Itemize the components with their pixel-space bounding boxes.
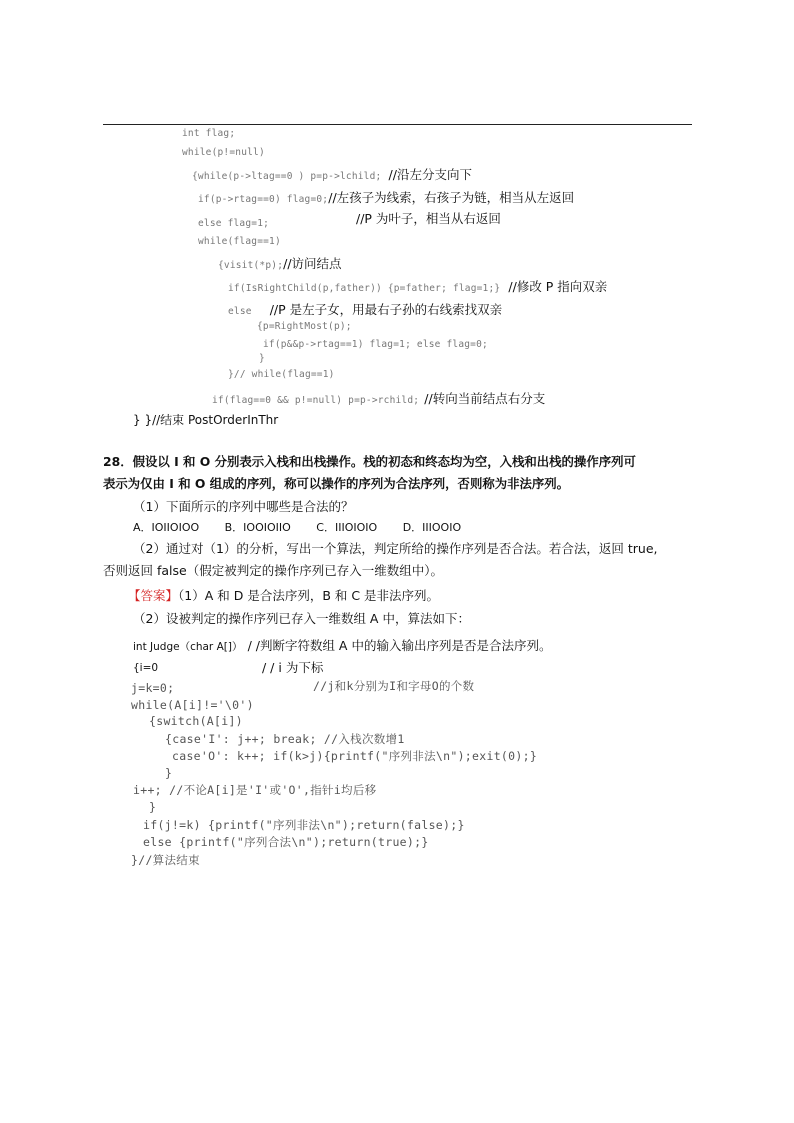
code-line: {switch(A[i])	[149, 714, 243, 728]
code-line: else {printf("序列合法\n");return(true);}	[143, 835, 429, 849]
code-line: j=k=0;	[131, 681, 175, 695]
code-text: if(IsRightChild(p,father)) {p=father; flag=1;}	[228, 283, 501, 294]
code-line	[228, 278, 607, 294]
code-comment: //沿左分支向下	[388, 167, 472, 182]
code-comment: //修改 P 指向双亲	[508, 279, 608, 294]
code-text: else flag=1;	[198, 218, 270, 229]
code-line	[192, 166, 472, 182]
function-signature	[133, 637, 551, 653]
code-text: if(p->rtag==0) flag=0;	[198, 194, 329, 205]
answer-line	[128, 590, 439, 603]
sub-question: （2）通过对（1）的分析，写出一个算法，判定所给的操作序列是否合法。若合法，返回 true,	[133, 541, 658, 556]
sub-question: （1）下面所示的序列中哪些是合法的？	[133, 499, 354, 514]
code-line: } }//结束 PostOrderInThr	[133, 413, 279, 427]
code-comment: //左孩子为线索，右孩子为链，相当从左返回	[328, 190, 575, 205]
answer-tag: 【答案】	[128, 588, 179, 603]
option-d: D．IIIOOIO	[402, 521, 462, 534]
code-text: else	[228, 306, 252, 317]
code-line: }	[259, 353, 265, 364]
question-title: 28．假设以 I 和 O 分别表示入栈和出栈操作。栈的初态和终态均为空，入栈和出栈的操作序列可	[103, 454, 636, 469]
code-line	[198, 189, 574, 205]
code-comment: //j和k分别为I和字母O的个数	[313, 679, 475, 693]
code-line	[212, 390, 545, 406]
fn-comment: / /判断字符数组 A 中的输入输出序列是否是合法序列。	[247, 638, 552, 653]
code-comment: //P 为叶子，相当从右返回	[356, 211, 501, 226]
code-comment: //访问结点	[283, 256, 342, 271]
question-title: 表示为仅由 I 和 O 组成的序列，称可以操作的序列为合法序列，否则称为非法序列。	[103, 476, 570, 491]
code-line: {case'I': j++; break; //入栈次数增1	[165, 732, 405, 746]
code-line: case'O': k++; if(k>j){printf("序列非法\n");exit(0);}	[172, 749, 538, 763]
code-line: {p=RightMost(p);	[257, 321, 352, 332]
code-line: }	[149, 800, 157, 814]
sub-question: 否则返回 false（假定被判定的操作序列已存入一维数组中）。	[103, 563, 443, 578]
code-line: }// while(flag==1)	[228, 369, 335, 380]
code-line	[198, 213, 269, 229]
code-line: int flag;	[182, 128, 236, 139]
option-b: B．IOOIOIIO	[224, 521, 291, 534]
option-c: C．IIIOIOIO	[316, 521, 378, 534]
code-line	[228, 301, 502, 317]
code-comment: / / i 为下标	[262, 660, 324, 675]
code-text: if(flag==0 && p!=null) p=p->rchild;	[212, 395, 420, 406]
header-rule	[103, 124, 692, 125]
code-line: while(flag==1)	[198, 236, 281, 247]
code-comment: //P 是左子女，用最右子孙的右线索找双亲	[269, 302, 503, 317]
code-line: while(A[i]!='\0')	[131, 698, 254, 712]
code-line: }//算法结束	[131, 853, 200, 867]
code-line: }	[165, 766, 173, 780]
code-text: {visit(*p);	[218, 260, 284, 271]
code-comment: //转向当前结点右分支	[424, 391, 546, 406]
code-line: if(p&&p->rtag==1) flag=1; else flag=0;	[263, 339, 488, 350]
answer-text: （1）A 和 D 是合法序列，B 和 C 是非法序列。	[178, 588, 440, 603]
answer-line: （2）设被判定的操作序列已存入一维数组 A 中，算法如下：	[133, 611, 470, 626]
code-text: {while(p->ltag==0 ) p=p->lchild;	[192, 171, 382, 182]
option-a: A．IOIIOIOO	[133, 521, 200, 534]
code-line	[218, 255, 342, 271]
code-line: while(p!=null)	[182, 147, 265, 158]
code-line: i++; //不论A[i]是'I'或'O',指针i均后移	[133, 783, 377, 797]
code-line: {i=0	[133, 662, 159, 674]
fn-signature: int Judge（char A[]）	[133, 641, 243, 653]
options-row	[133, 522, 483, 533]
code-line: if(j!=k) {printf("序列非法\n");return(false);}	[143, 818, 465, 832]
